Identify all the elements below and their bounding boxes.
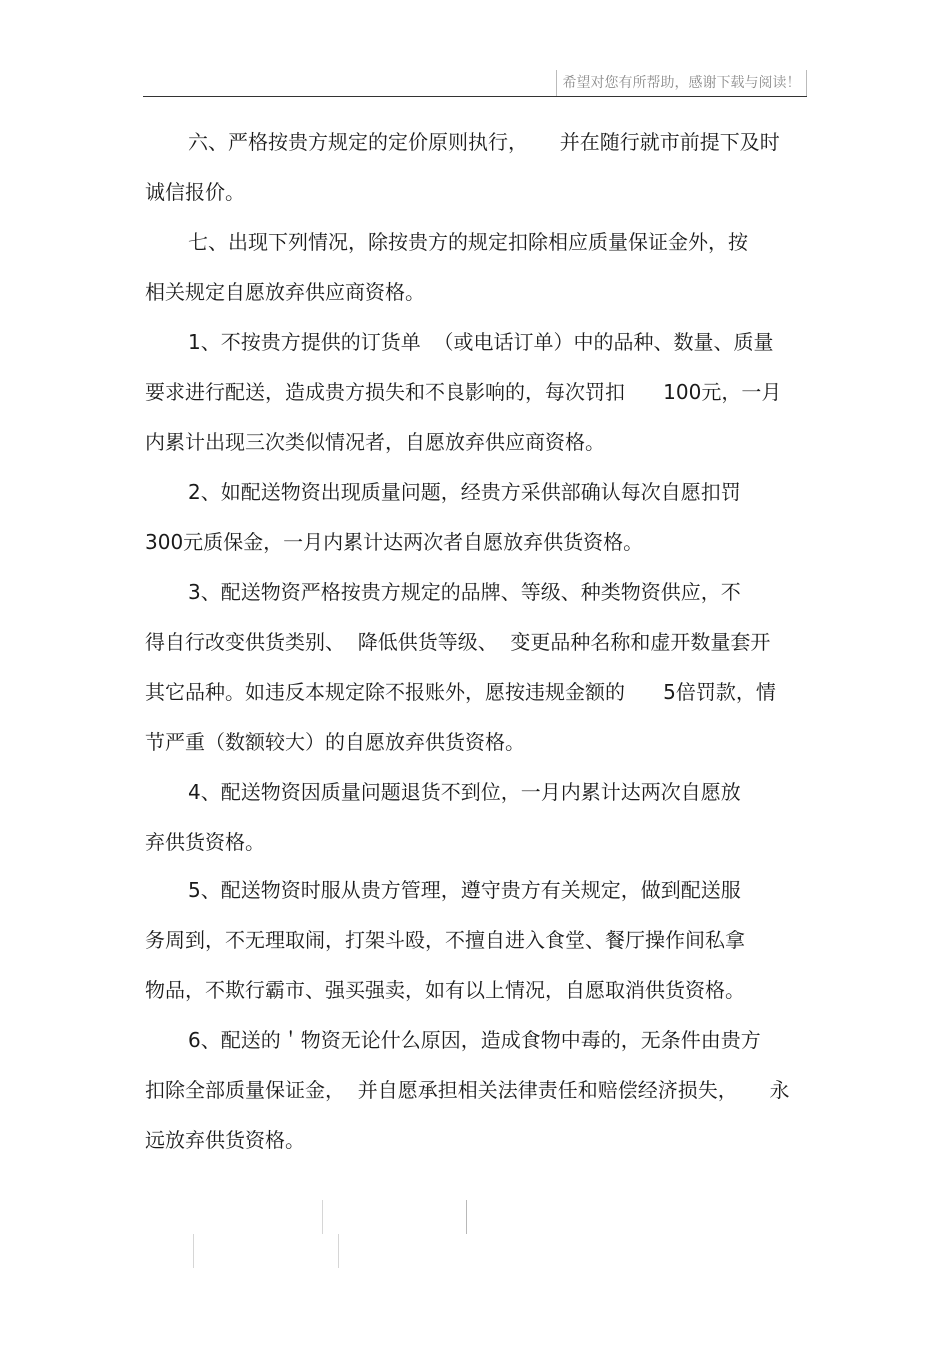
paragraph-line: 七、出现下列情况，除按贵方的规定扣除相应质量保证金外，按: [188, 230, 748, 254]
paragraph-line: 六、严格按贵方规定的定价原则执行， 并在随行就市前提下及时: [188, 130, 780, 154]
paragraph-line: 物品，不欺行霸市、强买强卖，如有以上情况，自愿取消供货资格。: [145, 978, 745, 1002]
paragraph-line: 远放弃供货资格。: [145, 1128, 305, 1152]
paragraph-line: 1、不按贵方提供的订货单 （或电话订单）中的品种、数量、质量: [188, 330, 774, 354]
paragraph-line: 弃供货资格。: [145, 830, 265, 854]
paragraph-line: 得自行改变供货类别、 降低供货等级、 变更品种名称和虚开数量套开: [145, 630, 771, 654]
paragraph-line: 节严重（数额较大）的自愿放弃供货资格。: [145, 730, 525, 754]
scan-mark: [193, 1234, 194, 1268]
scan-mark: [322, 1200, 323, 1234]
paragraph-line: 4、配送物资因质量问题退货不到位，一月内累计达两次自愿放: [188, 780, 741, 804]
paragraph-line: 内累计出现三次类似情况者，自愿放弃供应商资格。: [145, 430, 605, 454]
paragraph-line: 要求进行配送，造成贵方损失和不良影响的，每次罚扣 100元，一月: [145, 380, 782, 404]
paragraph-line: 扣除全部质量保证金， 并自愿承担相关法律责任和赔偿经济损失， 永: [145, 1078, 790, 1102]
paragraph-line: 务周到，不无理取闹，打架斗殴，不擅自进入食堂、餐厅操作间私拿: [145, 928, 745, 952]
paragraph-line: 其它品种。如违反本规定除不报账外，愿按违规金额的 5倍罚款，情: [145, 680, 776, 704]
paragraph-line: 6、配送的＇物资无论什么原因，造成食物中毒的，无条件由贵方: [188, 1028, 761, 1052]
scan-mark: [466, 1200, 467, 1234]
paragraph-line: 2、如配送物资出现质量问题，经贵方采供部确认每次自愿扣罚: [188, 480, 741, 504]
paragraph-line: 5、配送物资时服从贵方管理，遵守贵方有关规定，做到配送服: [188, 878, 741, 902]
paragraph-line: 300元质保金，一月内累计达两次者自愿放弃供货资格。: [145, 530, 644, 554]
header-note: 希望对您有所帮助，感谢下载与阅读！: [556, 70, 807, 96]
scan-mark: [338, 1234, 339, 1268]
paragraph-line: 相关规定自愿放弃供应商资格。: [145, 280, 425, 304]
header-divider: [143, 96, 807, 97]
paragraph-line: 3、配送物资严格按贵方规定的品牌、等级、种类物资供应，不: [188, 580, 741, 604]
paragraph-line: 诚信报价。: [145, 180, 245, 204]
